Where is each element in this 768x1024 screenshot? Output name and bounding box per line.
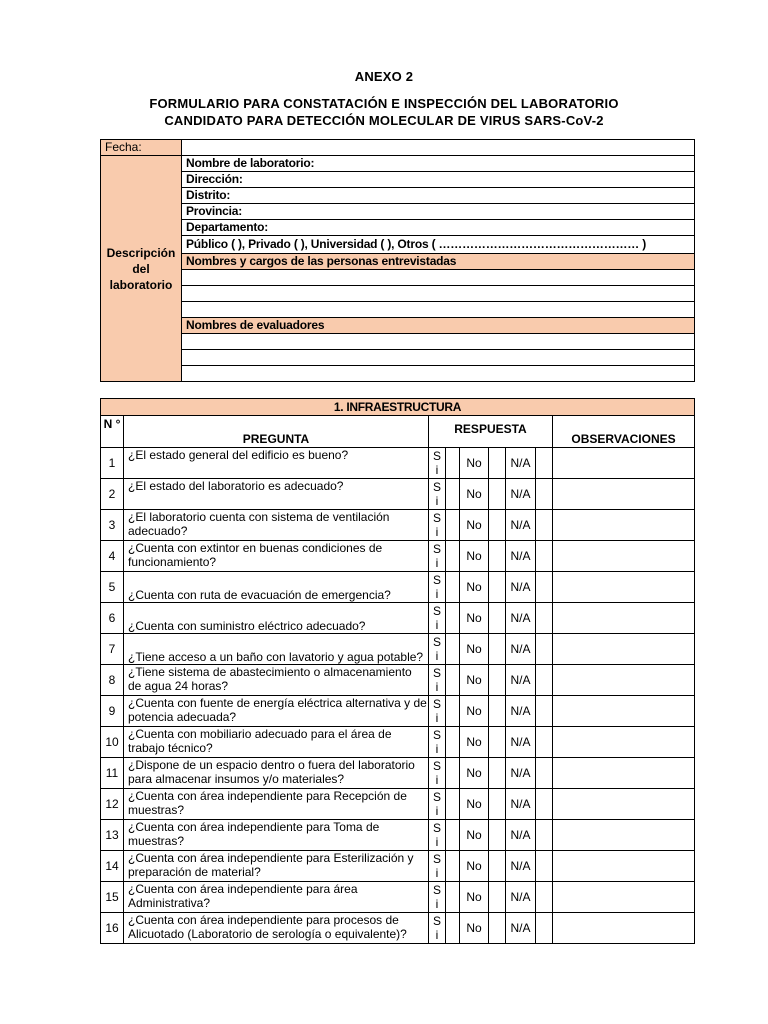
observaciones-field[interactable]	[553, 541, 695, 572]
option-na: N/A	[506, 851, 536, 882]
question-text: ¿Cuenta con mobiliario adecuado para el área de trabajo técnico?	[124, 727, 429, 758]
col-header-observaciones: OBSERVACIONES	[553, 416, 695, 448]
direccion-field[interactable]: Dirección:	[182, 172, 695, 188]
answer-na-box[interactable]	[536, 510, 553, 541]
answer-na-box[interactable]	[536, 851, 553, 882]
answer-na-box[interactable]	[536, 820, 553, 851]
question-text: ¿Tiene sistema de abastecimiento o almacenamiento de agua 24 horas?	[124, 665, 429, 696]
answer-si-box[interactable]	[446, 913, 460, 944]
answer-na-box[interactable]	[536, 603, 553, 634]
answer-no-box[interactable]	[489, 572, 506, 603]
option-si: S i	[429, 479, 446, 510]
option-na: N/A	[506, 479, 536, 510]
question-number: 11	[101, 758, 124, 789]
col-header-n: N °	[101, 416, 124, 448]
table-row	[101, 696, 695, 727]
question-number: 14	[101, 851, 124, 882]
table-row	[101, 851, 695, 882]
observaciones-field[interactable]	[553, 727, 695, 758]
answer-no-box[interactable]	[489, 789, 506, 820]
question-number: 5	[101, 572, 124, 603]
answer-na-box[interactable]	[536, 541, 553, 572]
answer-no-box[interactable]	[489, 820, 506, 851]
question-text: ¿Cuenta con área independiente para Toma de muestras?	[124, 820, 429, 851]
answer-si-box[interactable]	[446, 479, 460, 510]
answer-no-box[interactable]	[489, 758, 506, 789]
question-number: 2	[101, 479, 124, 510]
option-no: No	[460, 851, 489, 882]
answer-na-box[interactable]	[536, 665, 553, 696]
answer-si-box[interactable]	[446, 882, 460, 913]
table-row	[101, 510, 695, 541]
option-si: S i	[429, 665, 446, 696]
option-no: No	[460, 820, 489, 851]
observaciones-field[interactable]	[553, 820, 695, 851]
fecha-label: Fecha:	[101, 140, 182, 156]
option-na: N/A	[506, 572, 536, 603]
option-na: N/A	[506, 448, 536, 479]
question-text: ¿El estado general del edificio es bueno?	[124, 448, 429, 479]
answer-no-box[interactable]	[489, 665, 506, 696]
observaciones-field[interactable]	[553, 789, 695, 820]
option-no: No	[460, 541, 489, 572]
option-no: No	[460, 510, 489, 541]
evaluator-line[interactable]	[182, 334, 695, 350]
option-no: No	[460, 696, 489, 727]
observaciones-field[interactable]	[553, 603, 695, 634]
option-no: No	[460, 758, 489, 789]
table-row	[101, 758, 695, 789]
answer-si-box[interactable]	[446, 541, 460, 572]
option-si: S i	[429, 913, 446, 944]
evaluator-line[interactable]	[182, 350, 695, 366]
question-text: ¿Cuenta con extintor en buenas condiciones de funcionamiento?	[124, 541, 429, 572]
option-si: S i	[429, 696, 446, 727]
table-row	[101, 603, 695, 634]
option-na: N/A	[506, 541, 536, 572]
answer-na-box[interactable]	[536, 882, 553, 913]
table-row	[101, 727, 695, 758]
option-na: N/A	[506, 665, 536, 696]
answer-si-box[interactable]	[446, 727, 460, 758]
answer-no-box[interactable]	[489, 634, 506, 665]
question-text: ¿Tiene acceso a un baño con lavatorio y agua potable?	[124, 634, 429, 665]
answer-no-box[interactable]	[489, 696, 506, 727]
answer-na-box[interactable]	[536, 696, 553, 727]
observaciones-field[interactable]	[553, 448, 695, 479]
observaciones-field[interactable]	[553, 634, 695, 665]
form-title	[0, 95, 768, 129]
option-na: N/A	[506, 510, 536, 541]
observaciones-field[interactable]	[553, 913, 695, 944]
answer-si-box[interactable]	[446, 572, 460, 603]
observaciones-field[interactable]	[553, 758, 695, 789]
form-title-line-2: CANDIDATO PARA DETECCIÓN MOLECULAR DE VIRUS SARS-CoV-2	[164, 113, 604, 128]
infraestructura-table	[100, 398, 695, 944]
question-number: 4	[101, 541, 124, 572]
col-header-respuesta: RESPUESTA	[429, 416, 553, 448]
table-row	[101, 820, 695, 851]
option-si: S i	[429, 603, 446, 634]
question-number: 7	[101, 634, 124, 665]
table-row	[101, 541, 695, 572]
option-si: S i	[429, 510, 446, 541]
option-si: S i	[429, 448, 446, 479]
question-number: 13	[101, 820, 124, 851]
table-row	[101, 882, 695, 913]
section-title: 1. INFRAESTRUCTURA	[101, 399, 695, 416]
answer-no-box[interactable]	[489, 541, 506, 572]
answer-si-box[interactable]	[446, 603, 460, 634]
answer-no-box[interactable]	[489, 851, 506, 882]
question-number: 8	[101, 665, 124, 696]
observaciones-field[interactable]	[553, 882, 695, 913]
option-na: N/A	[506, 882, 536, 913]
question-text: ¿Cuenta con suministro eléctrico adecuado?	[124, 603, 429, 634]
descripcion-label: Descripción del laboratorio	[101, 156, 182, 382]
question-text: ¿Cuenta con área independiente para área Administrativa?	[124, 882, 429, 913]
option-na: N/A	[506, 727, 536, 758]
option-no: No	[460, 603, 489, 634]
question-number: 15	[101, 882, 124, 913]
fecha-field[interactable]	[182, 140, 695, 156]
question-text: ¿Cuenta con fuente de energía eléctrica alternativa y de potencia adecuada?	[124, 696, 429, 727]
option-no: No	[460, 727, 489, 758]
table-row	[101, 913, 695, 944]
question-text: ¿Cuenta con ruta de evacuación de emergencia?	[124, 572, 429, 603]
observaciones-field[interactable]	[553, 851, 695, 882]
question-text: ¿Cuenta con área independiente para Esterilización y preparación de material?	[124, 851, 429, 882]
question-text: ¿Cuenta con área independiente para Recepción de muestras?	[124, 789, 429, 820]
option-no: No	[460, 789, 489, 820]
option-no: No	[460, 913, 489, 944]
answer-si-box[interactable]	[446, 510, 460, 541]
answer-si-box[interactable]	[446, 851, 460, 882]
option-na: N/A	[506, 913, 536, 944]
answer-no-box[interactable]	[489, 603, 506, 634]
distrito-field[interactable]: Distrito:	[182, 188, 695, 204]
answer-na-box[interactable]	[536, 727, 553, 758]
observaciones-field[interactable]	[553, 510, 695, 541]
option-si: S i	[429, 789, 446, 820]
question-text: ¿El laboratorio cuenta con sistema de ventilación adecuado?	[124, 510, 429, 541]
option-si: S i	[429, 851, 446, 882]
form-title-line-1: FORMULARIO PARA CONSTATACIÓN E INSPECCIÓN DEL LABORATORIO	[149, 96, 619, 111]
observaciones-field[interactable]	[553, 696, 695, 727]
interviewees-label: Nombres y cargos de las personas entrevistadas	[182, 254, 695, 270]
table-row	[101, 634, 695, 665]
answer-no-box[interactable]	[489, 882, 506, 913]
option-na: N/A	[506, 696, 536, 727]
option-no: No	[460, 882, 489, 913]
question-text: ¿Cuenta con área independiente para procesos de Alicuotado (Laboratorio de serología o equivalente)?	[124, 913, 429, 944]
option-si: S i	[429, 820, 446, 851]
question-text: ¿Dispone de un espacio dentro o fuera del laboratorio para almacenar insumos y/o materiales?	[124, 758, 429, 789]
option-no: No	[460, 665, 489, 696]
option-si: S i	[429, 882, 446, 913]
evaluators-label: Nombres de evaluadores	[182, 318, 695, 334]
question-number: 3	[101, 510, 124, 541]
evaluator-line[interactable]	[182, 366, 695, 382]
tipo-institucion-field[interactable]: Público ( ), Privado ( ), Universidad ( ), Otros ( …………………………………………… )	[182, 236, 695, 254]
laboratory-info-table	[100, 139, 695, 382]
option-si: S i	[429, 541, 446, 572]
answer-no-box[interactable]	[489, 510, 506, 541]
answer-si-box[interactable]	[446, 634, 460, 665]
answer-si-box[interactable]	[446, 665, 460, 696]
table-row	[101, 572, 695, 603]
departamento-field[interactable]: Departamento:	[182, 220, 695, 236]
answer-na-box[interactable]	[536, 448, 553, 479]
question-number: 12	[101, 789, 124, 820]
option-si: S i	[429, 758, 446, 789]
option-na: N/A	[506, 603, 536, 634]
question-number: 16	[101, 913, 124, 944]
answer-no-box[interactable]	[489, 479, 506, 510]
option-si: S i	[429, 634, 446, 665]
answer-na-box[interactable]	[536, 479, 553, 510]
interviewee-line[interactable]	[182, 270, 695, 286]
question-number: 9	[101, 696, 124, 727]
col-header-pregunta: PREGUNTA	[124, 416, 429, 448]
table-row	[101, 789, 695, 820]
observaciones-field[interactable]	[553, 572, 695, 603]
interviewee-line[interactable]	[182, 286, 695, 302]
provincia-field[interactable]: Provincia:	[182, 204, 695, 220]
option-na: N/A	[506, 789, 536, 820]
answer-na-box[interactable]	[536, 758, 553, 789]
option-no: No	[460, 572, 489, 603]
option-no: No	[460, 448, 489, 479]
observaciones-field[interactable]	[553, 479, 695, 510]
answer-na-box[interactable]	[536, 913, 553, 944]
option-na: N/A	[506, 634, 536, 665]
answer-na-box[interactable]	[536, 572, 553, 603]
option-na: N/A	[506, 758, 536, 789]
annex-title: ANEXO 2	[354, 69, 414, 84]
option-no: No	[460, 634, 489, 665]
nombre-laboratorio-field[interactable]: Nombre de laboratorio:	[182, 156, 695, 172]
question-number: 1	[101, 448, 124, 479]
table-row	[101, 448, 695, 479]
answer-no-box[interactable]	[489, 448, 506, 479]
option-no: No	[460, 479, 489, 510]
answer-na-box[interactable]	[536, 789, 553, 820]
answer-si-box[interactable]	[446, 448, 460, 479]
answer-na-box[interactable]	[536, 634, 553, 665]
option-na: N/A	[506, 820, 536, 851]
answer-no-box[interactable]	[489, 727, 506, 758]
question-text: ¿El estado del laboratorio es adecuado?	[124, 479, 429, 510]
answer-no-box[interactable]	[489, 913, 506, 944]
observaciones-field[interactable]	[553, 665, 695, 696]
answer-si-box[interactable]	[446, 696, 460, 727]
option-si: S i	[429, 727, 446, 758]
answer-si-box[interactable]	[446, 758, 460, 789]
question-number: 10	[101, 727, 124, 758]
table-row	[101, 665, 695, 696]
table-row	[101, 479, 695, 510]
answer-si-box[interactable]	[446, 789, 460, 820]
option-si: S i	[429, 572, 446, 603]
question-number: 6	[101, 603, 124, 634]
interviewee-line[interactable]	[182, 302, 695, 318]
answer-si-box[interactable]	[446, 820, 460, 851]
